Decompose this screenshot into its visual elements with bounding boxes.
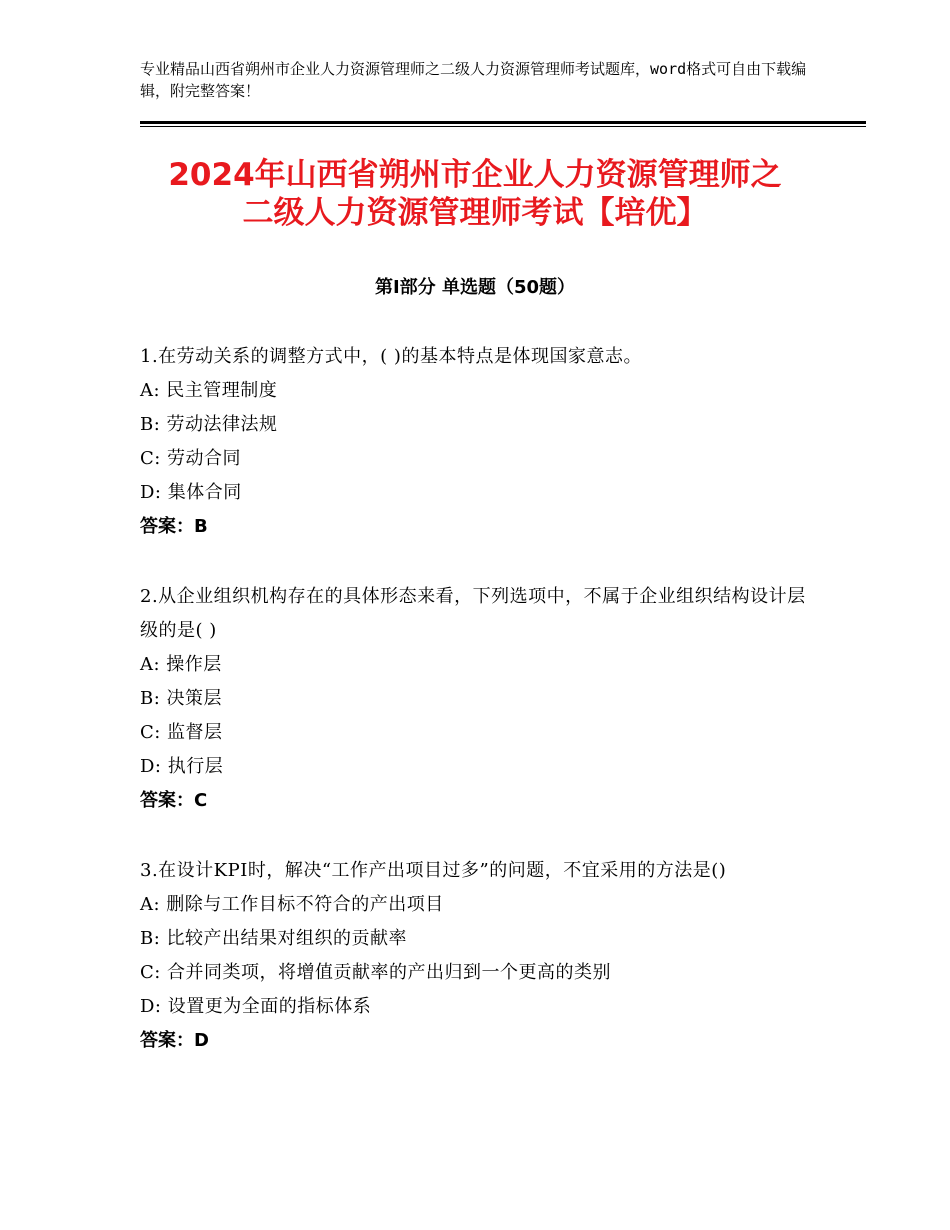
option-d: D: 设置更为全面的指标体系 bbox=[140, 996, 372, 1017]
header-note: 专业精品山西省朔州市企业人力资源管理师之二级人力资源管理师考试题库，word格式可自由下载编辑，附完整答案！ bbox=[140, 60, 807, 100]
question-list bbox=[140, 340, 820, 1094]
option-b: B: 劳动法律法规 bbox=[140, 414, 278, 435]
option-b: B: 决策层 bbox=[140, 688, 223, 709]
question-2 bbox=[140, 580, 820, 818]
question-1 bbox=[140, 340, 820, 544]
question-stem: 1.在劳动关系的调整方式中，( )的基本特点是体现国家意志。 bbox=[140, 346, 642, 367]
option-d: D: 执行层 bbox=[140, 756, 224, 777]
option-c: C: 劳动合同 bbox=[140, 448, 242, 469]
answer: 答案：D bbox=[140, 1030, 209, 1051]
option-a: A: 操作层 bbox=[140, 654, 222, 675]
option-b: B: 比较产出结果对组织的贡献率 bbox=[140, 928, 408, 949]
question-3 bbox=[140, 854, 820, 1058]
option-d: D: 集体合同 bbox=[140, 482, 242, 503]
option-c: C: 监督层 bbox=[140, 722, 223, 743]
section-heading: 第Ⅰ部分 单选题（50题） bbox=[374, 277, 575, 298]
option-a: A: 删除与工作目标不符合的产出项目 bbox=[140, 894, 444, 915]
document-title bbox=[100, 156, 850, 232]
answer: 答案：B bbox=[140, 516, 208, 537]
document-title-line-1: 2024年山西省朔州市企业人力资源管理师之 bbox=[168, 157, 782, 193]
header-rule-thin bbox=[140, 126, 866, 127]
option-c: C: 合并同类项，将增值贡献率的产出归到一个更高的类别 bbox=[140, 962, 612, 983]
answer: 答案：C bbox=[140, 790, 208, 811]
option-a: A: 民主管理制度 bbox=[140, 380, 278, 401]
question-stem: 3.在设计KPI时，解决“工作产出项目过多”的问题，不宜采用的方法是() bbox=[140, 860, 727, 881]
document-title-line-2: 二级人力资源管理师考试【培优】 bbox=[242, 195, 708, 231]
question-stem: 2.从企业组织机构存在的具体形态来看，下列选项中，不属于企业组织结构设计层级的是( ) bbox=[140, 586, 806, 641]
header-rule-thick bbox=[140, 121, 866, 124]
